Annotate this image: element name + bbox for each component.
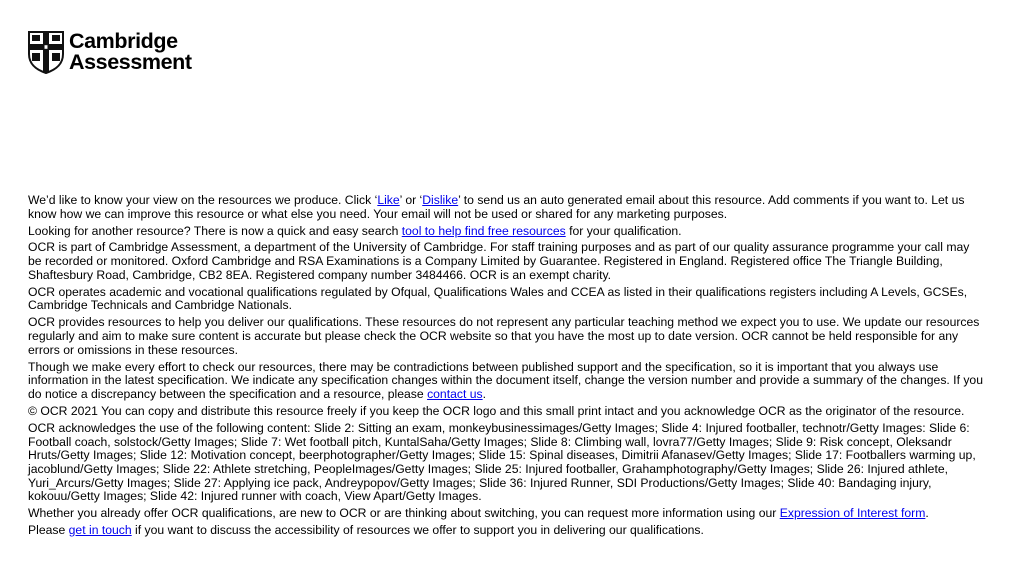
ocr-provides-paragraph: OCR provides resources to help you deliver our qualifications. These resources do not represent any particular teaching method we expect you to use. We update our resources regularly and aim to make sure content is accurate but please check the OCR website so that you have the most up to date version. OCR cannot be held responsible for any errors or omissions in these resources.	[28, 315, 980, 357]
feedback-text-2: ’ or ‘	[399, 193, 423, 207]
feedback-paragraph	[28, 194, 986, 221]
effort-text-1: Though we make every effort to check our resources, there may be contradictions between published support and the specification, so it is important that you always use information in the latest specification. We indicate any specification changes within the document itself, change the version number and provide a summary of the changes. If you do notice a discrepancy between the specification and a resource, please	[28, 359, 983, 402]
accessibility-text-2: if you want to discuss the accessibility of resources we offer to support you in delivering our qualifications.	[131, 523, 704, 538]
accessibility-text-1: Please	[28, 523, 69, 538]
search-paragraph	[28, 225, 986, 239]
ocr-operates-paragraph: OCR operates academic and vocational qualifications regulated by Ofqual, Qualifications Wales and CCEA as listed in their qualifications registers including A Levels, GCSEs, Cambridge Technicals and Cambridge Nationals.	[28, 284, 968, 313]
cambridge-assessment-logo	[27, 30, 192, 74]
interest-paragraph	[28, 507, 986, 521]
acknowledgements-paragraph: OCR acknowledges the use of the following content: Slide 2: Sitting an exam, monkeybusinessimages/Getty Images; Slide 4: Injured footballer, technotr/Getty Images: Slide 6: Football coach, solstock/Getty Images; Slide 7: Wet football pitch, KuntalSaha/Getty Images; Slide 8: Climbing wall, lovra77/Getty Images; Slide 9: Risk concept, Oleksandr Hruts/Getty Images; Slide 12: Motivation concept, beerphotographer/Getty Images; Slide 15: Spinal diseases, Dimitrii Afanasev/Getty Images; Slide 17: Footballers warming up, jacoblund/Getty Images; Slide 22: Athlete stretching, PeopleImages/Getty Images; Slide 25: Injured footballer, Grahamphotography/Getty Images; Slide 26: Injured athlete, Yuri_Arcurs/Getty Images; Slide 27: Applying ice pack, Andreypopov/Getty Images; Slide 36: Injured Runner, SDI Productions/Getty Images; Slide 40: Bandaging injury, kokouu/Getty Images; Slide 42: Injured runner with coach, View Apart/Getty Images.	[28, 420, 976, 504]
like-link[interactable]: Like	[377, 193, 400, 207]
search-tool-link[interactable]: tool to help find free resources	[401, 223, 566, 238]
copyright-paragraph: © OCR 2021 You can copy and distribute this resource freely if you keep the OCR logo and this small print intact and you acknowledge OCR as the originator of the resource.	[28, 403, 965, 418]
logo-line-cambridge: Cambridge	[69, 29, 178, 53]
ocr-part-paragraph: OCR is part of Cambridge Assessment, a department of the University of Cambridge. For staff training purposes and as part of our quality assurance programme your call may be recorded or monitored. Oxford Cambridge and RSA Examinations is a Company Limited by Guarantee. Registered in England. Registered office The Triangle Building, Shaftesbury Road, Cambridge, CB2 8EA. Registered company number 3484466. OCR is an exempt charity.	[28, 240, 970, 282]
contact-us-link[interactable]: contact us	[427, 387, 483, 402]
logo-wordmark	[69, 31, 192, 73]
effort-paragraph	[28, 361, 986, 402]
dislike-link[interactable]: Dislike	[422, 193, 459, 207]
feedback-text-1: We’d like to know your view on the resources we produce. Click ‘	[28, 193, 378, 207]
small-print	[28, 194, 986, 541]
accessibility-paragraph	[28, 524, 986, 538]
get-in-touch-link[interactable]: get in touch	[68, 523, 132, 538]
expression-of-interest-link[interactable]: Expression of Interest form	[779, 506, 926, 521]
logo-line-assessment: Assessment	[69, 50, 192, 74]
interest-text-2: .	[925, 506, 929, 521]
search-text-1: Looking for another resource? There is now a quick and easy search	[28, 223, 402, 238]
feedback-text-3: ’ to send us an auto generated email about this resource. Add comments if you want to. Let us know how we can improve this resource or what else you need. Your email will not be used or shared for any marketing purposes.	[28, 193, 965, 221]
university-crest-icon	[27, 30, 65, 74]
effort-text-2: .	[482, 387, 487, 402]
search-text-2: for your qualification.	[565, 223, 682, 238]
interest-text-1: Whether you already offer OCR qualifications, are new to OCR or are thinking about switching, you can request more information using our	[28, 506, 780, 521]
